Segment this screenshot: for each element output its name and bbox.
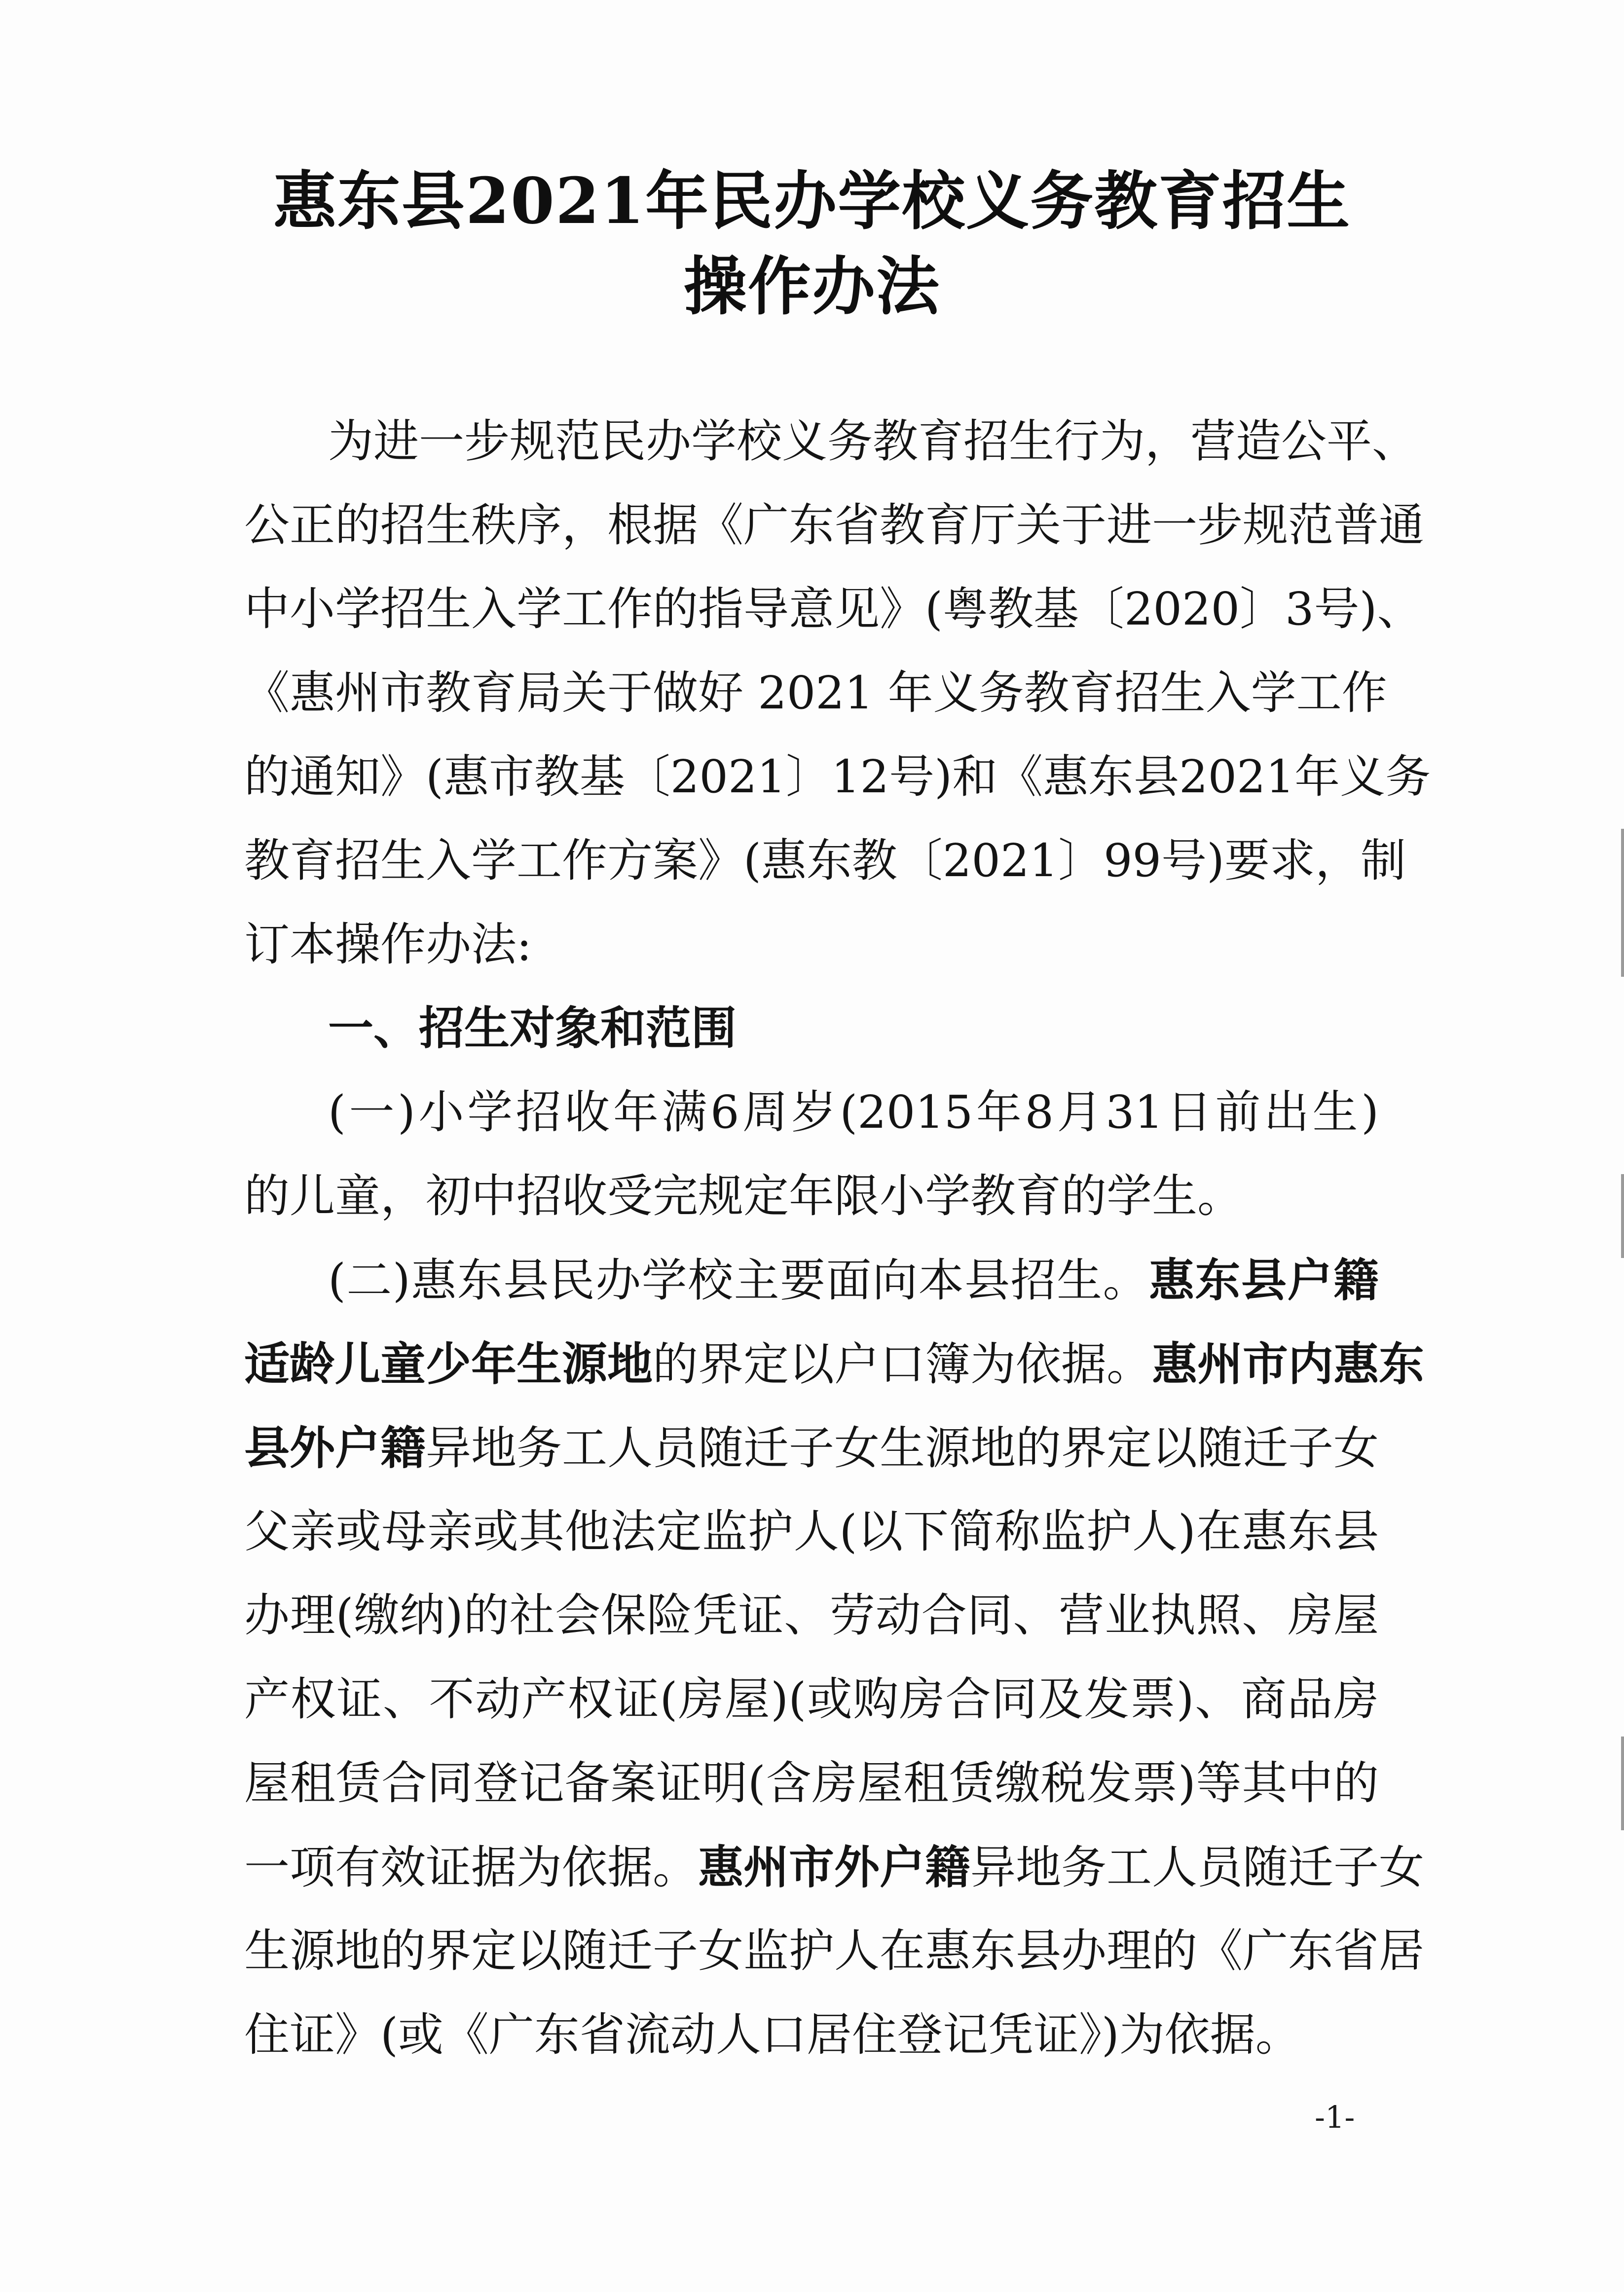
paragraph-line: 生源地的界定以随迁子女监护人在惠东县办理的《广东省居 <box>244 1924 1425 1977</box>
paragraph-line: 办理(缴纳)的社会保险凭证、劳动合同、营业执照、房屋 <box>244 1589 1379 1642</box>
paragraph-line: 父亲或母亲或其他法定监护人(以下简称监护人)在惠东县 <box>244 1505 1379 1558</box>
paragraph-line: 住证》(或《广东省流动人口居住登记凭证》)为依据。 <box>244 2008 1301 2061</box>
scan-edge-mark <box>1621 1174 1624 1258</box>
text-run: 一项有效证据为依据。 <box>244 1841 699 1894</box>
paragraph-line: 教育招生入学工作方案》(惠东教〔2021〕99号)要求，制 <box>244 834 1406 887</box>
bold-text-run: 惠东县户籍 <box>1149 1254 1379 1307</box>
document-title-line-1: 惠东县2021年民办学校义务教育招生 <box>273 164 1351 238</box>
paragraph-line <box>244 1418 1379 1478</box>
text-run: 异地务工人员随迁子女生源地的界定以随迁子女 <box>426 1422 1379 1475</box>
bold-text-run: 适龄儿童少年生源地 <box>244 1337 653 1391</box>
text-run: (二)惠东县民办学校主要面向本县招生。 <box>328 1254 1149 1307</box>
text-run: 的界定以户口簿为依据。 <box>653 1338 1152 1391</box>
paragraph-line: 为进一步规范民办学校义务教育招生行为，营造公平、 <box>328 415 1418 468</box>
paragraph-line: 公正的招生秩序，根据《广东省教育厅关于进一步规范普通 <box>244 499 1425 552</box>
paragraph-line <box>328 1251 1379 1310</box>
paragraph-line: 《惠州市教育局关于做好 2021 年义务教育招生入学工作 <box>244 666 1387 719</box>
paragraph-line <box>244 1838 1425 1897</box>
bold-text-run: 惠州市内惠东 <box>1152 1337 1425 1391</box>
document-title-line-2: 操作办法 <box>683 250 940 324</box>
paragraph-line: 的通知》(惠市教基〔2021〕12号)和《惠东县2021年义务 <box>244 750 1431 803</box>
paragraph-line: 的儿童，初中招收受完规定年限小学教育的学生。 <box>244 1170 1243 1222</box>
bold-text-run: 惠州市外户籍 <box>698 1841 971 1894</box>
paragraph-line: 订本操作办法: <box>244 918 532 971</box>
paragraph-line: 产权证、不动产权证(房屋)(或购房合同及发票)、商品房 <box>244 1673 1379 1726</box>
paragraph-line <box>244 1334 1425 1394</box>
paragraph-line: 屋租赁合同登记备案证明(含房屋租赁缴税发票)等其中的 <box>244 1757 1379 1810</box>
scan-edge-mark <box>1621 1737 1624 1830</box>
paragraph-line: 中小学招生入学工作的指导意见》(粤教基〔2020〕3号)、 <box>244 583 1423 635</box>
paragraph-line: (一)小学招收年满6周岁(2015年8月31日前出生) <box>328 1086 1379 1139</box>
section-heading: 一、招生对象和范围 <box>328 1002 737 1055</box>
scan-edge-mark <box>1621 829 1624 977</box>
bold-text-run: 县外户籍 <box>244 1421 426 1475</box>
text-run: 异地务工人员随迁子女 <box>970 1841 1425 1894</box>
page-number: -1- <box>1315 2099 1355 2135</box>
